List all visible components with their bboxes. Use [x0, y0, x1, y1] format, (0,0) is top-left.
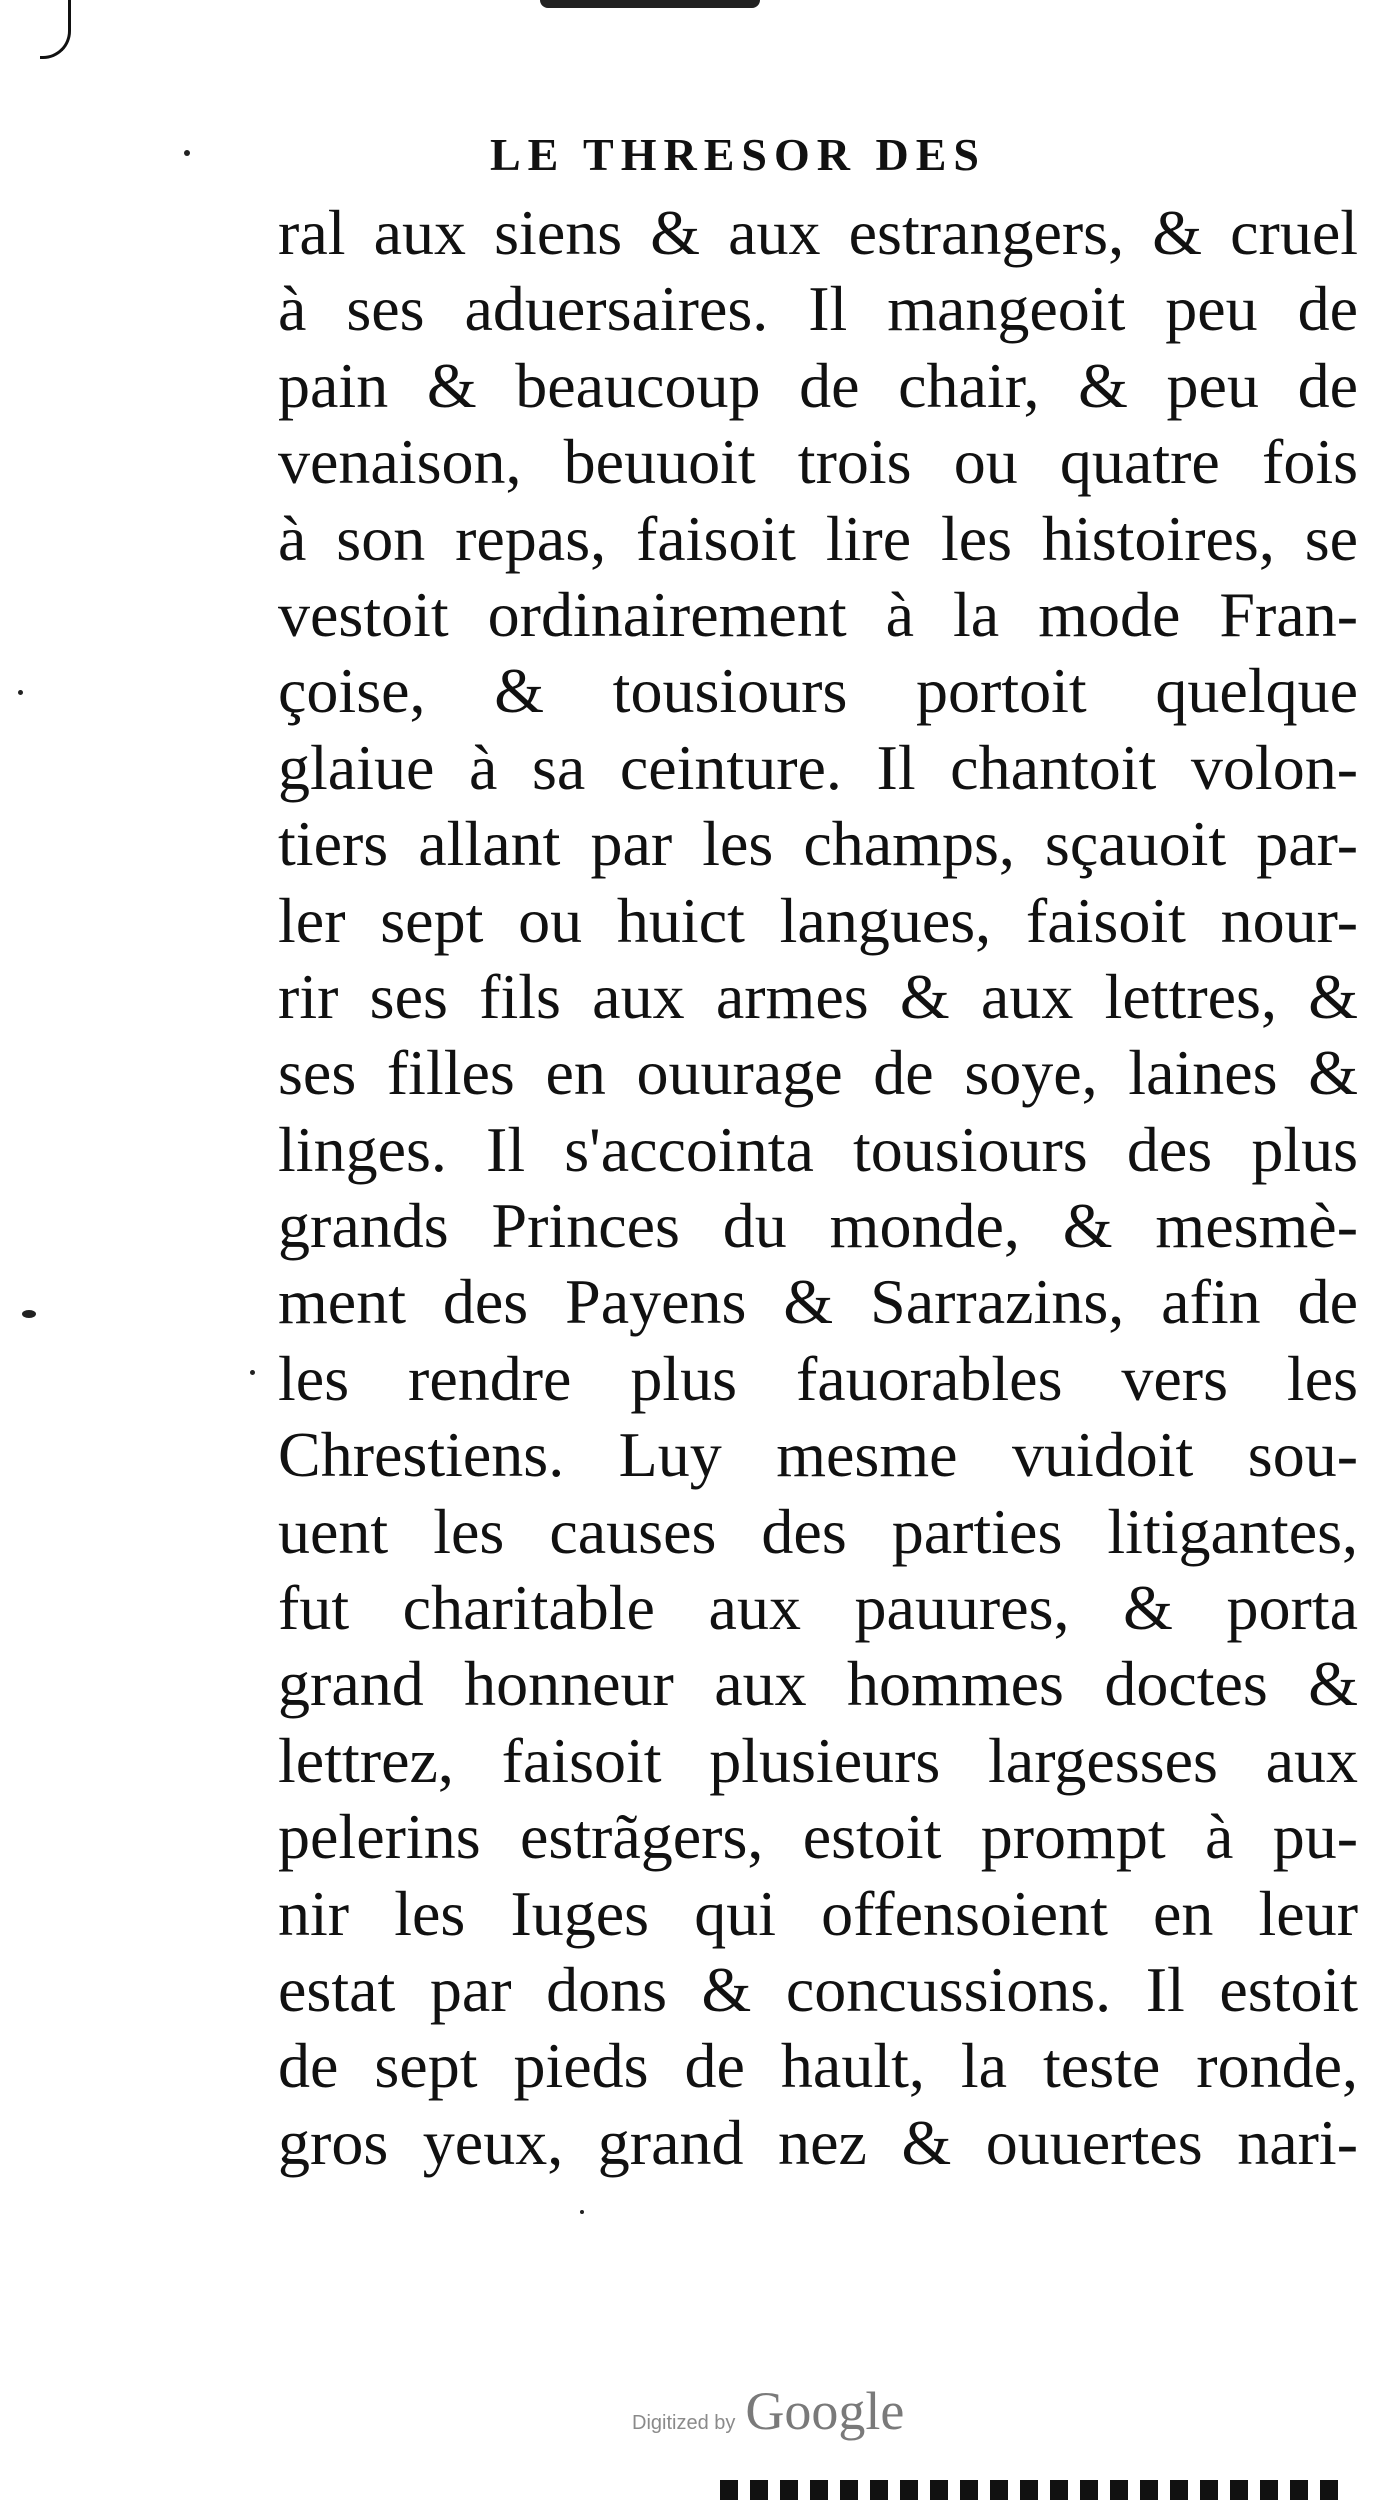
ink-speck: [18, 690, 23, 695]
text-line: les rendre plus fauorables vers les: [278, 1342, 1358, 1414]
google-logo: Google: [745, 2381, 905, 2441]
text-line: pain & beaucoup de chair, & peu de: [278, 349, 1358, 421]
text-line: lettrez, faisoit plusieurs largesses aux: [278, 1724, 1358, 1796]
text-line: tiers allant par les champs, sçauoit par-: [278, 808, 1358, 880]
text-line: ment des Payens & Sarrazins, afin de: [278, 1266, 1358, 1338]
text-line: vestoit ordinairement à la mode Fran-: [278, 578, 1358, 650]
text-line: venaison, beuuoit trois ou quatre fois: [278, 426, 1358, 498]
ink-speck: [250, 1370, 255, 1375]
text-line: pelerins estrãgers, estoit prompt à pu-: [278, 1801, 1358, 1873]
text-line: linges. Il s'accointa tousiours des plus: [278, 1113, 1358, 1185]
text-line: fut charitable aux pauures, & porta: [278, 1572, 1358, 1644]
ink-speck: [184, 150, 190, 156]
text-line: ler sept ou huict langues, faisoit nour-: [278, 884, 1358, 956]
text-line: Chrestiens. Luy mesme vuidoit sou-: [278, 1419, 1358, 1491]
digitized-by-label: Digitized by: [632, 2412, 736, 2434]
ink-speck: [580, 2210, 584, 2214]
text-line: ses filles en ouurage de soye, laines &: [278, 1037, 1358, 1109]
text-line: glaiue à sa ceinture. Il chantoit volon-: [278, 731, 1358, 803]
running-head: LE THRESOR DES: [490, 129, 986, 180]
text-line: grand honneur aux hommes doctes &: [278, 1648, 1358, 1720]
text-line: à son repas, faisoit lire les histoires, se: [278, 502, 1358, 574]
text-line: estat par dons & concussions. Il estoit: [278, 1953, 1358, 2025]
bottom-edge-mark: [720, 2480, 1340, 2500]
ink-stroke-decoration: [40, 0, 71, 59]
text-line: çoise, & tousiours portoit quelque: [278, 655, 1358, 727]
top-edge-mark: [540, 0, 760, 8]
text-line: uent les causes des parties litigantes,: [278, 1495, 1358, 1567]
text-line: ral aux siens & aux estrangers, & cruel: [278, 197, 1358, 268]
digitized-by-google-watermark: [632, 2380, 904, 2442]
text-line: à ses aduersaires. Il mangeoit peu de: [278, 273, 1358, 345]
page-body-text: [278, 195, 1358, 2181]
text-line: rir ses fils aux armes & aux lettres, &: [278, 960, 1358, 1032]
text-line: de sept pieds de hault, la teste ronde,: [278, 2030, 1358, 2102]
text-line: gros yeux, grand nez & ouuertes nari-: [278, 2106, 1358, 2178]
text-line: nir les Iuges qui offensoient en leur: [278, 1877, 1358, 1949]
ink-speck: [22, 1310, 36, 1318]
text-line: grands Princes du monde, & mesmè-: [278, 1190, 1358, 1262]
